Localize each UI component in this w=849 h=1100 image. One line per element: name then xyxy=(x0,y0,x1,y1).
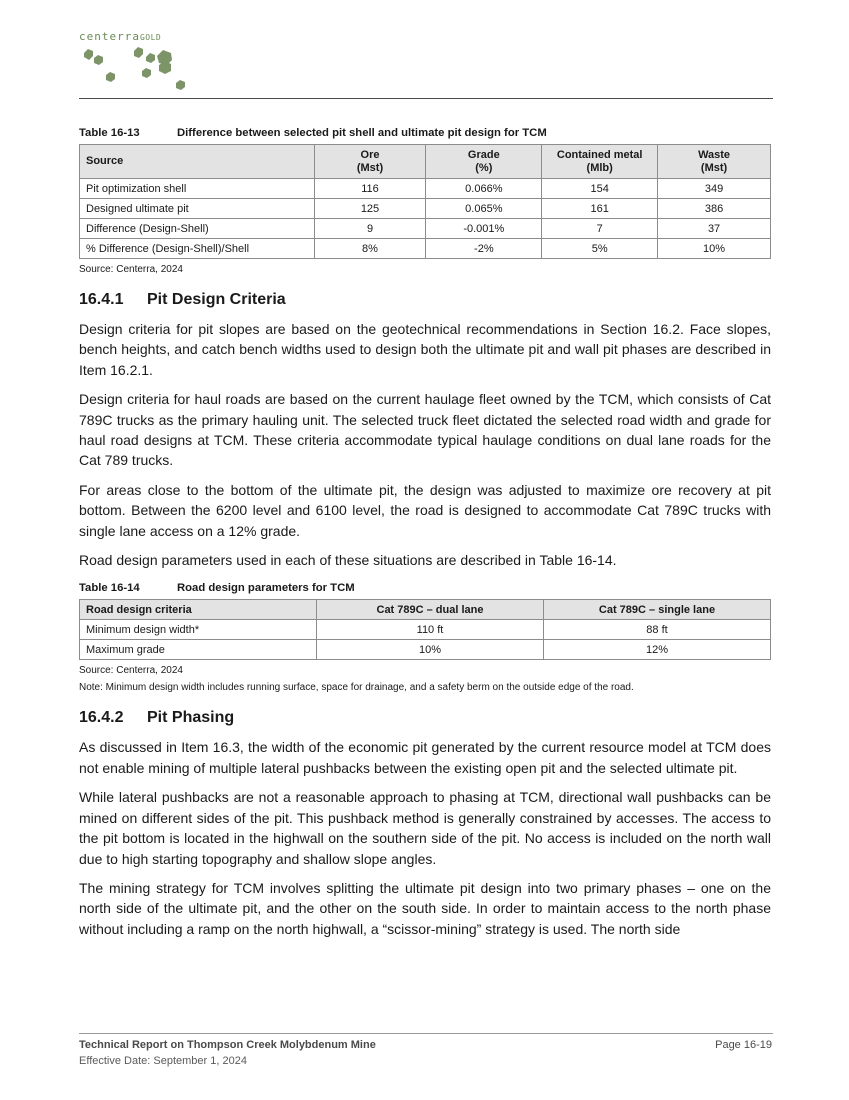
footer-divider xyxy=(79,1033,773,1034)
page-number: Page 16-19 xyxy=(715,1039,772,1051)
table-cell: % Difference (Design-Shell)/Shell xyxy=(80,239,315,259)
table-row xyxy=(80,219,771,239)
table-cell: -0.001% xyxy=(426,219,542,239)
footer-effective-date: Effective Date: September 1, 2024 xyxy=(79,1055,247,1067)
logo-wordmark: centerraGOLD xyxy=(79,30,162,43)
table-cell: 10% xyxy=(317,640,544,660)
table-cell: -2% xyxy=(426,239,542,259)
table-cell: 0.065% xyxy=(426,199,542,219)
body-paragraph: The mining strategy for TCM involves splitting the ultimate pit design into two primary phases – one on the north side of the ultimate pit, and the other on the south side. In order to maintain access to the north phase without including a ramp on the north highwall, a “scissor-mining” strategy is used. The north side xyxy=(79,879,771,937)
table-caption xyxy=(79,127,771,139)
table-row xyxy=(80,620,771,640)
table-cell: 37 xyxy=(658,219,771,239)
body-paragraph: As discussed in Item 16.3, the width of the economic pit generated by the current resource model at TCM does not enable mining of multiple lateral pushbacks between the existing open pit and the selected ultimate pit. xyxy=(79,739,771,776)
column-header: Cat 789C – single lane xyxy=(544,600,771,620)
body-paragraph: Design criteria for pit slopes are based on the geotechnical recommendations in Section 16.2. Face slopes, bench heights, and catch bench widths used to design both the ultimate pit and wall pit phases are described in Item 16.2.1. xyxy=(79,321,771,378)
header-divider xyxy=(79,98,773,99)
table-title: Difference between selected pit shell and ultimate pit design for TCM xyxy=(177,127,547,139)
page-content xyxy=(79,127,771,948)
hexagon-cluster-icon xyxy=(79,44,199,96)
table-source: Source: Centerra, 2024 xyxy=(79,264,183,275)
table-cell: 349 xyxy=(658,179,771,199)
column-header: Source xyxy=(80,145,315,179)
column-header: Grade (%) xyxy=(426,145,542,179)
table-cell: 8% xyxy=(314,239,426,259)
body-paragraph: While lateral pushbacks are not a reasonable approach to phasing at TCM, directional wall pushbacks can be mined on different sides of the pit. This pushback method is generally constrained by accesses. The access to the pit bottom is located in the highwall on the southern side of the pit. No access is included on the north wall due to high starting topography and shallow slope angles. xyxy=(79,789,771,867)
table-row xyxy=(80,179,771,199)
section-heading: 16.4.1 Pit Design Criteria xyxy=(79,291,286,308)
column-header: Road design criteria xyxy=(80,600,317,620)
table-cell: Designed ultimate pit xyxy=(80,199,315,219)
table-source: Source: Centerra, 2024 xyxy=(79,665,183,677)
table-cell: 386 xyxy=(658,199,771,219)
table-cell: 161 xyxy=(542,199,658,219)
table-header-row xyxy=(80,600,771,620)
column-header: Cat 789C – dual lane xyxy=(317,600,544,620)
footer-report-title: Technical Report on Thompson Creek Molybdenum Mine xyxy=(79,1039,376,1051)
table-cell: 116 xyxy=(314,179,426,199)
table-caption xyxy=(79,582,771,594)
road-design-table xyxy=(79,599,771,660)
pit-difference-table xyxy=(79,144,771,259)
table-cell: Maximum grade xyxy=(80,640,317,660)
body-paragraph: Design criteria for haul roads are based on the current haulage fleet owned by the TCM, which consists of Cat 789C trucks as the primary hauling unit. The selected truck fleet dictated the selected road width and grade for haul road designs at TCM. These criteria accommodate typical haulage conditions on dual lane roads for the Cat 789 trucks. xyxy=(79,391,771,469)
table-cell: 12% xyxy=(544,640,771,660)
body-paragraph: For areas close to the bottom of the ultimate pit, the design was adjusted to maximize ore recovery at pit bottom. Between the 6200 level and 6100 level, the road is designed to accommodate Cat 789C trucks with single lane access on a 12% grade. xyxy=(79,481,771,539)
body-paragraph: Road design parameters used in each of these situations are described in Table 16-14. xyxy=(79,552,617,569)
table-cell: 154 xyxy=(542,179,658,199)
section-heading: 16.4.2 Pit Phasing xyxy=(79,709,235,727)
table-title: Road design parameters for TCM xyxy=(177,582,355,595)
table-cell: Difference (Design-Shell) xyxy=(80,219,315,239)
column-header: Contained metal (Mlb) xyxy=(542,145,658,179)
table-cell: 125 xyxy=(314,199,426,219)
table-cell: Minimum design width* xyxy=(80,620,317,640)
company-logo xyxy=(79,30,219,96)
table-row xyxy=(80,199,771,219)
table-cell: 5% xyxy=(542,239,658,259)
column-header: Ore (Mst) xyxy=(314,145,426,179)
table-cell: 9 xyxy=(314,219,426,239)
table-cell: Pit optimization shell xyxy=(80,179,315,199)
table-cell: 110 ft xyxy=(317,620,544,640)
table-cell: 10% xyxy=(658,239,771,259)
table-cell: 88 ft xyxy=(544,620,771,640)
table-cell: 7 xyxy=(542,219,658,239)
table-cell: 0.066% xyxy=(426,179,542,199)
table-number: Table 16-14 xyxy=(79,582,140,595)
table-row xyxy=(80,239,771,259)
table-number: Table 16-13 xyxy=(79,127,140,139)
table-note: Note: Minimum design width includes running surface, space for drainage, and a safety berm on the outside edge of the road. xyxy=(79,682,634,694)
table-header-row xyxy=(80,145,771,179)
table-row xyxy=(80,640,771,660)
column-header: Waste (Mst) xyxy=(658,145,771,179)
